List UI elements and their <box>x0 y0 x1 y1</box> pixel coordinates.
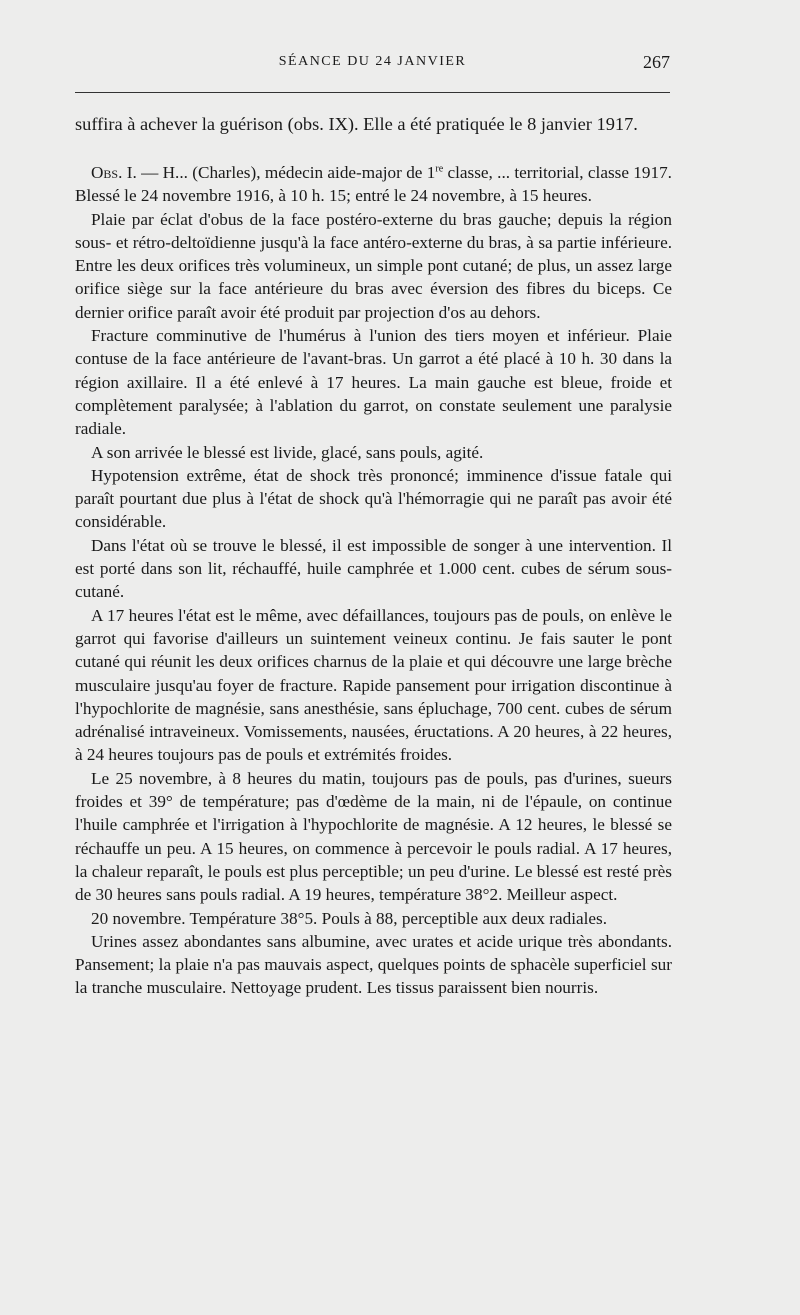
page-number: 267 <box>643 52 670 72</box>
paragraph-continuation: suffira à achever la guérison (obs. IX). Elle a été pratiquée le 8 janvier 1917. <box>75 114 638 134</box>
header-rule <box>75 92 670 93</box>
paragraph-25-november: Le 25 novembre, à 8 heures du matin, toujours pas de pouls, pas d'urines, sueurs froides et 39° de température; pas d'œdème de la main, ni de l'épaule, on continue l'huile camphrée et l'irrigation à l'hypochlorite de magnésie. A 12 heures, le blessé se réchauffe un peu. A 15 heures, on commence à percevoir le pouls radial. A 17 heures, la chaleur reparaît, le pouls est plus perceptible; un peu d'urine. Le blessé est resté près de 30 heures sans pouls radial. A 19 heures, température 38°2. Meilleur aspect. <box>75 768 672 905</box>
running-title: SÉANCE DU 24 JANVIER <box>278 54 467 69</box>
paragraph-urines: Urines assez abondantes sans albumine, avec urates et acide urique très abondants. Pansement; la plaie n'a pas mauvais aspect, quelques points de sphacèle superficiel sur la tranche musculaire. Nettoyage prudent. Les tissus paraissent bien nourris. <box>75 931 672 998</box>
paragraph-17-hours: A 17 heures l'état est le même, avec défaillances, toujours pas de pouls, on enlève le garrot qui favorise d'ailleurs un suintement veineux continu. Je fais sauter le pont cutané qui réunit les deux orifices charnus de la plaie et qui découvre une large brèche musculaire jusqu'au foyer de fracture. Rapide pansement pour irrigation discontinue à l'hypochlorite de magnésie, sans anesthésie, sans épluchage, 700 cent. cubes de sérum adrénalisé intraveineux. Vomissements, nausées, éructations. A 20 heures, à 22 heures, à 24 heures toujours pas de pouls et extrémités froides. <box>75 605 672 765</box>
paragraph-arrival: A son arrivée le blessé est livide, glacé, sans pouls, agité. <box>91 442 484 462</box>
observation-heading-paragraph <box>75 161 672 208</box>
page-header <box>75 52 670 80</box>
paragraph-hypotension: Hypotension extrême, état de shock très prononcé; imminence d'issue fatale qui paraît pourtant due plus à l'état de shock qu'à l'hémorragie qui ne paraît pas avoir été considérable. <box>75 465 672 532</box>
body-text <box>75 112 672 1000</box>
paragraph-intervention: Dans l'état où se trouve le blessé, il est impossible de songer à une intervention. Il est porté dans son lit, réchauffé, huile camphrée et 1.000 cent. cubes de sérum sous-cutané. <box>75 535 672 602</box>
paragraph-wound: Plaie par éclat d'obus de la face postéro-externe du bras gauche; depuis la région sous- et rétro-deltoïdienne jusqu'à la face antéro-externe du bras, à sa partie inférieure. Entre les deux orifices très volumineux, un simple pont cutané; de plus, un assez large orifice siège sur la face antérieure du bras avec éversion des fibres du biceps. Ce dernier orifice paraît avoir été produit par projection d'os au dehors. <box>75 209 672 322</box>
observation-text-a: — H... (Charles), médecin aide-major de 1 <box>136 163 436 182</box>
observation-label: Obs. I. <box>91 163 137 182</box>
paragraph-fracture: Fracture comminutive de l'humérus à l'union des tiers moyen et inférieur. Plaie contuse de la face antérieure de l'avant-bras. Un garrot a été placé à 10 h. 30 dans la région axillaire. Il a été enlevé à 17 heures. La main gauche est bleue, froide et complètement paralysée; à l'ablation du garrot, on constate seulement une paralysie radiale. <box>75 326 672 439</box>
ordinal-superscript: re <box>435 163 444 175</box>
observation-text-b: classe, ... territorial, classe 1917. Blessé le 24 novembre 1916, à 10 h. 15; entré le 24 novembre, à 15 heures. <box>75 163 672 206</box>
paragraph-20-november: 20 novembre. Température 38°5. Pouls à 88, perceptible aux deux radiales. <box>91 908 608 928</box>
